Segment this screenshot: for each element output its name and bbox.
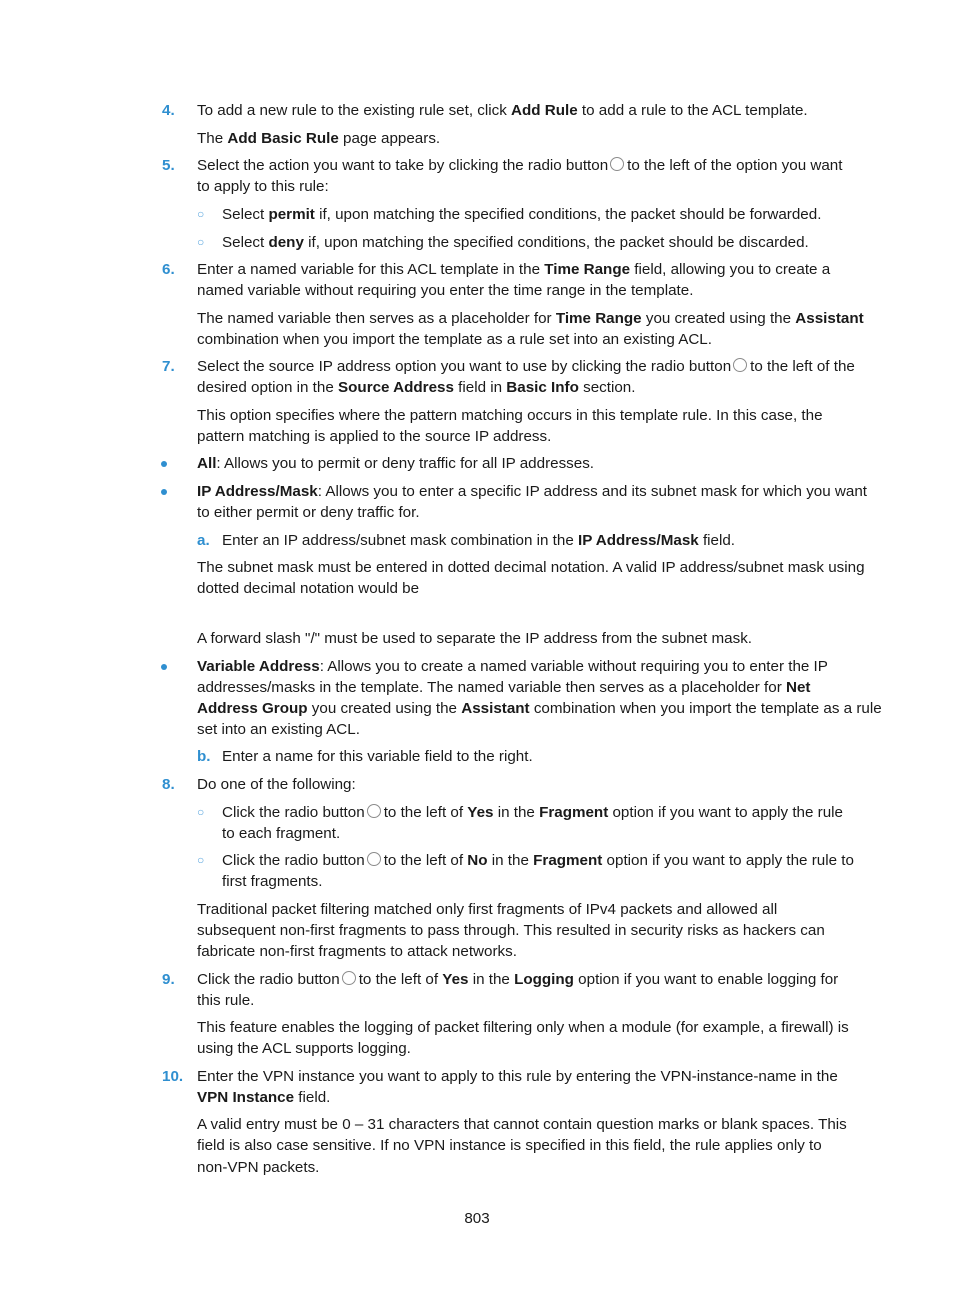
bullet-all: All: Allows you to permit or deny traffic for all IP addresses. (197, 455, 595, 472)
bullet-variable-address-cont: set into an existing ACL. (197, 721, 360, 738)
sub-bullet-circle-icon: ○ (197, 853, 205, 867)
option-deny: Select deny if, upon matching the specified conditions, the packet should be discarded. (222, 234, 809, 251)
radio-button-icon (733, 358, 747, 372)
option-fragment-no-cont: first fragments. (222, 873, 323, 890)
step-7-note-cont: pattern matching is applied to the source IP address. (197, 428, 552, 445)
logging-note-cont: using the ACL supports logging. (197, 1040, 411, 1057)
bullet-variable-address: Variable Address: Allows you to create a named variable without requiring you to enter the IP (197, 658, 828, 675)
step-10-number: 10. (162, 1068, 184, 1085)
step-7-note: This option specifies where the pattern matching occurs in this template rule. In this case, the (197, 407, 823, 424)
slash-note: A forward slash "/" must be used to separate the IP address from the subnet mask. (197, 630, 753, 647)
subnet-note: The subnet mask must be entered in dotted decimal notation. A valid IP address/subnet mask using (197, 559, 865, 576)
step-7-number: 7. (162, 358, 175, 375)
subnet-note-cont: dotted decimal notation would be (197, 580, 420, 597)
sub-bullet-circle-icon: ○ (197, 805, 205, 819)
sub-bullet-circle-icon: ○ (197, 207, 205, 221)
substep-b-text: Enter a name for this variable field to the right. (222, 748, 533, 765)
step-5-number: 5. (162, 157, 175, 174)
step-4-text: To add a new rule to the existing rule set, click Add Rule to add a rule to the ACL template. (197, 102, 808, 119)
step-8-number: 8. (162, 776, 175, 793)
bullet-dot-icon (161, 489, 167, 495)
step-6-note-cont: combination when you import the template as a rule set into an existing ACL. (197, 331, 712, 348)
radio-button-icon (367, 852, 381, 866)
step-10-text-cont: VPN Instance field. (197, 1089, 331, 1106)
fragment-note-cont: fabricate non-first fragments to attack networks. (197, 943, 517, 960)
radio-button-icon (610, 157, 624, 171)
substep-a-letter: a. (197, 532, 210, 549)
sub-bullet-circle-icon: ○ (197, 235, 205, 249)
vpn-note-cont: non-VPN packets. (197, 1159, 320, 1176)
step-9-text-cont: this rule. (197, 992, 255, 1009)
bullet-ip-mask-cont: to either permit or deny traffic for. (197, 504, 420, 521)
step-6-note: The named variable then serves as a placeholder for Time Range you created using the Assistant (197, 310, 864, 327)
option-fragment-no: Click the radio button to the left of No in the Fragment option if you want to apply the rule to (222, 852, 854, 869)
step-7-text-cont: desired option in the Source Address field in Basic Info section. (197, 379, 636, 396)
step-7-text: Select the source IP address option you want to use by clicking the radio button to the left of the (197, 358, 855, 375)
radio-button-icon (367, 804, 381, 818)
option-fragment-yes-cont: to each fragment. (222, 825, 341, 842)
step-9-text: Click the radio button to the left of Yes in the Logging option if you want to enable logging for (197, 971, 839, 988)
step-5-text-cont: to apply to this rule: (197, 178, 329, 195)
fragment-note-cont: subsequent non-first fragments to pass through. This resulted in security risks as hackers can (197, 922, 825, 939)
step-9-number: 9. (162, 971, 175, 988)
option-permit: Select permit if, upon matching the specified conditions, the packet should be forwarded. (222, 206, 822, 223)
bullet-variable-address-cont: Address Group you created using the Assistant combination when you import the template as a rule (197, 700, 882, 717)
fragment-note: Traditional packet filtering matched only first fragments of IPv4 packets and allowed all (197, 901, 778, 918)
logging-note: This feature enables the logging of packet filtering only when a module (for example, a firewall) is (197, 1019, 849, 1036)
step-4-result: The Add Basic Rule page appears. (197, 130, 441, 147)
bullet-dot-icon (161, 461, 167, 467)
vpn-note: A valid entry must be 0 – 31 characters that cannot contain question marks or blank spaces. This (197, 1116, 847, 1133)
bullet-dot-icon (161, 664, 167, 670)
bullet-ip-mask: IP Address/Mask: Allows you to enter a specific IP address and its subnet mask for which you want (197, 483, 867, 500)
step-4-number: 4. (162, 102, 175, 119)
option-fragment-yes: Click the radio button to the left of Yes in the Fragment option if you want to apply the rule (222, 804, 843, 821)
radio-button-icon (342, 971, 356, 985)
step-5-text: Select the action you want to take by clicking the radio button to the left of the option you want (197, 157, 843, 174)
substep-b-letter: b. (197, 748, 211, 765)
bullet-variable-address-cont: addresses/masks in the template. The named variable then serves as a placeholder for Net (197, 679, 811, 696)
substep-a-text: Enter an IP address/subnet mask combination in the IP Address/Mask field. (222, 532, 736, 549)
step-6-text-cont: named variable without requiring you enter the time range in the template. (197, 282, 694, 299)
step-8-text: Do one of the following: (197, 776, 356, 793)
step-10-text: Enter the VPN instance you want to apply to this rule by entering the VPN-instance-name in the (197, 1068, 838, 1085)
step-6-number: 6. (162, 261, 175, 278)
vpn-note-cont: field is also case sensitive. If no VPN instance is specified in this field, the rule applies only to (197, 1137, 822, 1154)
page-number: 803 (464, 1210, 490, 1227)
step-6-text: Enter a named variable for this ACL template in the Time Range field, allowing you to create a (197, 261, 831, 278)
